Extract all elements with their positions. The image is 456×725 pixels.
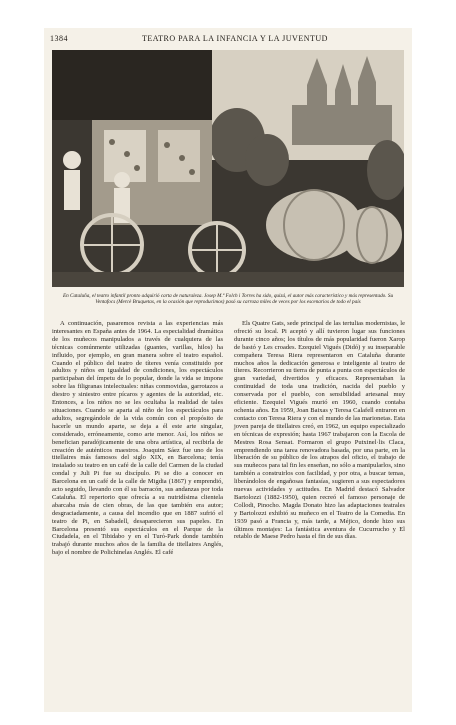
- photo-caption: En Cataluña, el teatro infantil pronto adquirió carta de naturaleza. Josep M.ª Folch i Torres ha sido, quizá, el autor más característico y más representado. Su Ventafocs (Mercè Bruquetas, en la ocasión que reproducimos) pasó su carroza miles de veces por los escenarios de todo el país: [62, 293, 394, 306]
- stage-photo: [52, 50, 404, 287]
- left-column-text: A continuación, pasaremos revista a las experiencias más interesantes en España antes de 1964. La especialidad dramática de los muñecos manipulados a través de cualquiera de las técnicas comúnmente utilizadas (guantes, varillas, hilos) ha influido, por ejemplo, en gran manera sobre el teatro español. Cuando el público del teatro de títeres venía constituido por adultos y niños en igualdad de condiciones, los espectáculos participaban del ímpetu de lo popular, donde la vida se impone sobre las filigranas intelectuales: niñas conmovidas, garrotazos a diestro y siniestro entre pícaros y agentes de la autoridad, etc. Entonces, a los niños no se les ocultaba la realidad de tales situaciones. Cuando se aparta al niño de los espectáculos para adultos, segregándole de la vida común con el propósito de hacerle un mundo aparte, se deja a él este arte singular, considerado, erróneamente, como arte menor. Así, los niños se benefician paradójicamente de una obra artística, al recibirla de creación de auténticos maestros. Joaquim Sáez fue uno de los titellaires más famosos del siglo XIX, en Barcelona; tenía instalado su teatro en un café de la calle del Carmen de la ciudad condal y Juli Pi fue su discípulo. Pi se dio a conocer en Barcelona en un café de la calle de Migdia (1867) y emprendió, acto seguido, llevando con él su barracón, sus andanzas por toda Cataluña. El repertorio que ofrecía a su nutridísima clientela abarcaba más de cien obras, de las que también era autor; desgraciadamente, a causa del incendio que en 1887 sufrió el teatro de Pi, en Sabadell, desaparecieron sus papeles. En Barcelona presentó sus espectáculos en el Parque de la Ciudadela, en el Tibidabo y en el Turó-Park donde también trabajó durante muchos años de la familia de titellaires Anglés, bajo el nombre de Polichinelas Anglés. El café: [52, 320, 223, 557]
- book-page: [44, 28, 412, 712]
- running-title: TEATRO PARA LA INFANCIA Y LA JUVENTUD: [142, 34, 328, 43]
- text-columns: [52, 320, 406, 712]
- page-header: [44, 34, 412, 48]
- right-column: [234, 320, 405, 541]
- page-number: 1384: [50, 34, 68, 43]
- right-column-text: Els Quatre Gats, sede principal de las tertulias modernistas, le ofreció su local. Pi aceptó y allí tuvieron lugar sus funciones durante cinco años; los títulos de más popularidad fueron Xarop de bastó y Les croades. Ezequiel Vigués (Didó) y su inseparable compañera Teresa Riera representaron en Cataluña durante muchos años la dedicación generosa e inteligente al teatro de títeres. Recorrieron su tierra de punta a punta con espectáculos de gran variedad, divertidos y eficaces. Representaban la continuidad de toda una tradición, nacida del pueblo y conservada por el pueblo, con sensibilidad artesanal muy eficiente. Ezequiel Vigués murió en 1960, cuando contaba ochenta años. En 1959, Joan Baixas y Teresa Calafell entraron en contacto con Teresa Riera y con el mundo de las marionetas. Esta joven pareja de titellaires creó, en 1962, un equipo especializado en técnicas de expresión; hasta 1967 trabajaron con la Escola de Mestres Rosa Sensat. Formaron el grupo Putxinel·lis Claca, emprendiendo una tarea renovadora basada, por una parte, en la liberación de su público de los atrapos del oficio, el trabajo de sus muñecos para tal fin les enseñan, no sólo a manipularlos, sino también a construirlos con facilidad, y por otra, a buscar temas, liberándolos de engañosas fantasías, sugieren a sus espectadores nuevas actividades y actitudes. En Madrid destacó Salvador Bartolozzi (1882-1950), quien recreó el famoso personaje de Collodi, Pinocho. Magda Donato hizo las adaptaciones teatrales y Bartolozzi exhibió su muñeco en el Teatro de la Comedia. En 1939 pasó a Francia y, más tarde, a Méjico, donde hizo sus últimos montajes: La fantástica aventura de Cucurrucho y El retablo de Maese Pedro hasta el fin de sus días.: [234, 320, 405, 541]
- left-column: [52, 320, 223, 557]
